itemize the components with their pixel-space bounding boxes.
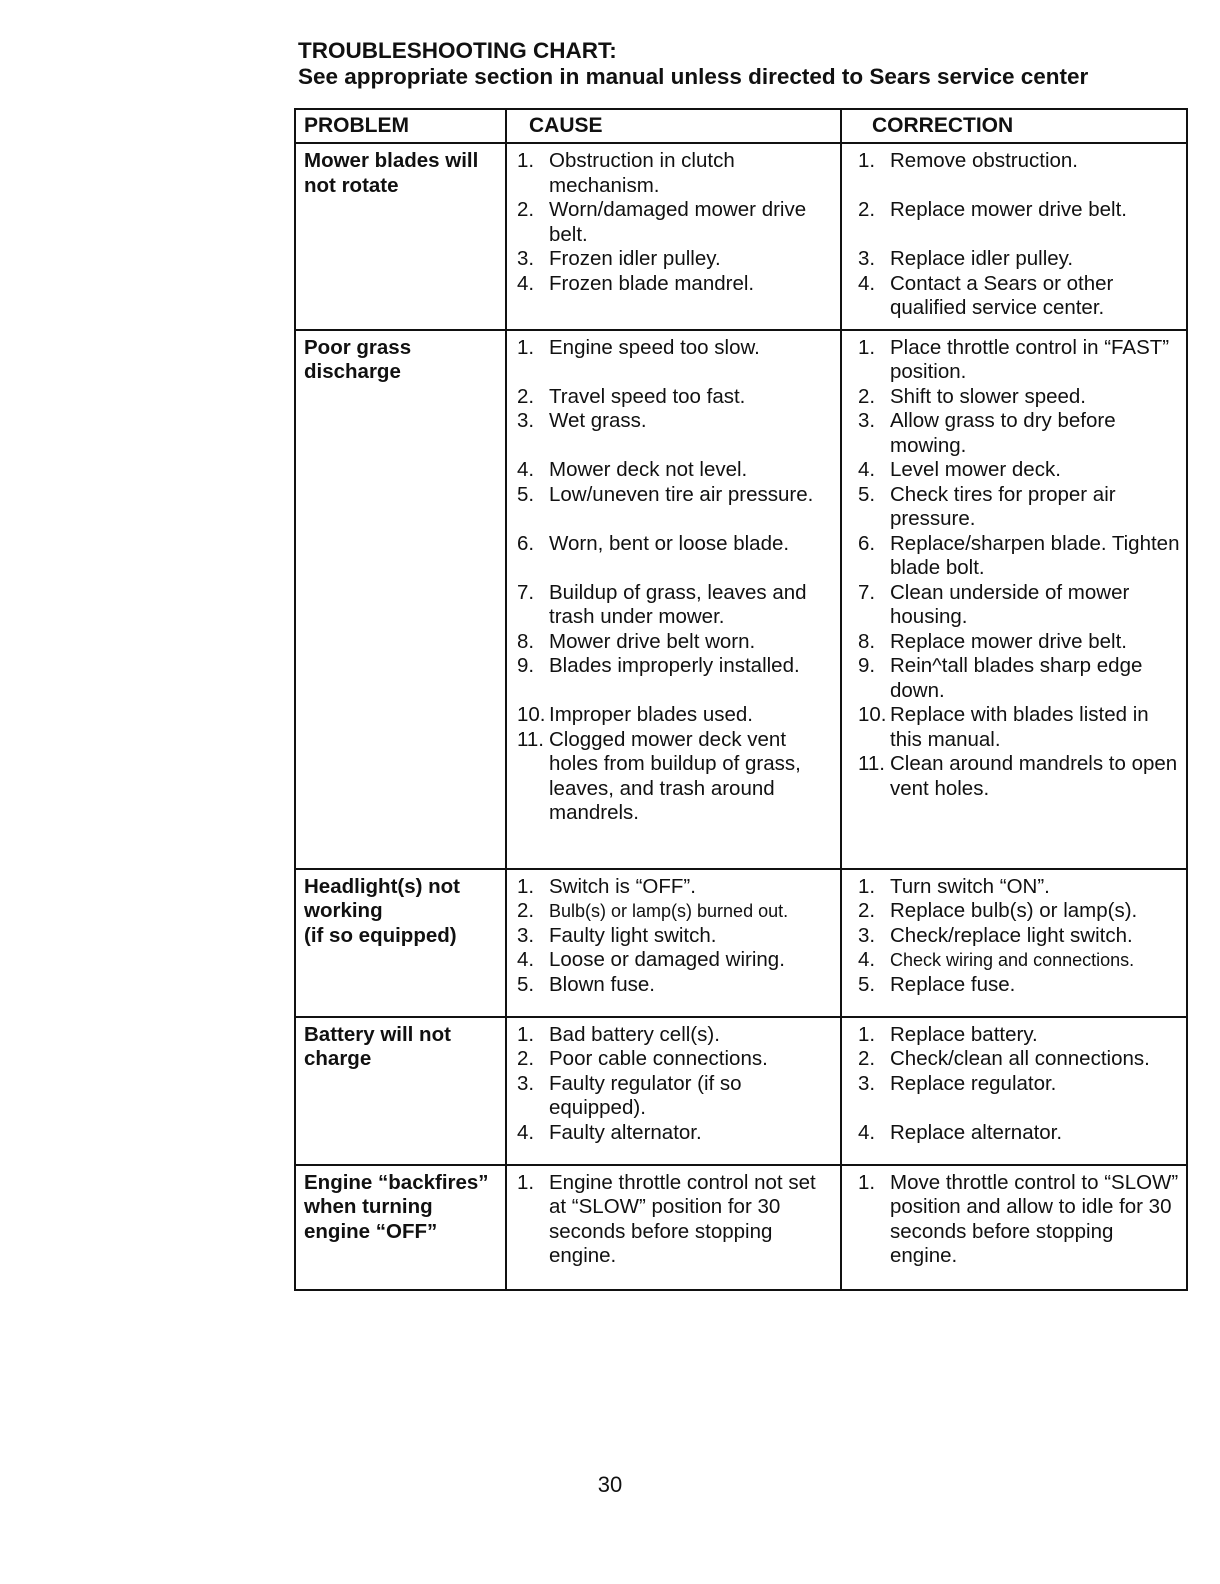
problem-line: Battery will not [304, 1022, 451, 1046]
problem-cell [295, 1017, 506, 1165]
problem-line: when turning [304, 1195, 433, 1218]
item-number: 2. [517, 899, 535, 922]
item-number: 4. [858, 1120, 876, 1144]
item-number: 3. [517, 923, 535, 947]
table-row [295, 1017, 1187, 1165]
list-item [856, 973, 1180, 998]
problem-line: Engine “backfires” [304, 1170, 489, 1194]
item-text: Faulty alternator. [549, 1120, 702, 1144]
item-number: 1. [517, 874, 535, 898]
item-text: Bad battery cell(s). [549, 1022, 720, 1046]
table-row [295, 1165, 1187, 1290]
item-number: 4. [517, 271, 535, 295]
list-item [515, 247, 834, 272]
item-number: 1. [858, 1022, 876, 1046]
cause-cell [506, 1165, 841, 1290]
list-item [856, 1023, 1180, 1048]
list-item [515, 924, 834, 949]
item-text: Place throttle control in “FAST” position. [890, 335, 1170, 383]
item-number: 2. [858, 384, 876, 408]
list-item [856, 483, 1180, 532]
item-text: Check/replace light switch. [890, 923, 1133, 947]
item-number: 4. [517, 948, 535, 971]
problem-line: Poor grass [304, 335, 412, 359]
item-number: 1. [858, 149, 876, 172]
list-item [515, 458, 834, 483]
list-item [856, 924, 1180, 949]
correction-cell [841, 1017, 1187, 1165]
item-number: 3. [517, 409, 535, 432]
item-text: Check tires for proper air pressure. [890, 482, 1116, 530]
list-item [856, 149, 1180, 174]
item-text: Rein^tall blades sharp edge down. [890, 654, 1143, 702]
item-number: 3. [858, 1071, 876, 1095]
list-item [856, 948, 1180, 973]
problem-line: charge [304, 1047, 372, 1070]
item-number: 7. [858, 580, 876, 604]
item-number: 3. [858, 247, 876, 270]
item-number: 5. [517, 972, 535, 996]
item-text: Remove obstruction. [890, 149, 1079, 172]
problem-cell [295, 1165, 506, 1290]
list-item [856, 532, 1180, 581]
list-item [515, 1023, 834, 1048]
list-item [515, 654, 834, 679]
item-text: Faulty light switch. [549, 923, 717, 947]
problem-line: Mower blades will [304, 149, 479, 172]
item-text: Mower deck not level. [549, 458, 748, 481]
list-item [856, 247, 1180, 272]
item-text: Replace with blades listed in this manual. [890, 703, 1149, 751]
item-number: 3. [858, 409, 876, 432]
item-text: Move throttle control to “SLOW” position and allow to idle for 30 seconds before stopping engine. [890, 1170, 1179, 1267]
item-text: Loose or damaged wiring. [549, 948, 785, 971]
item-number: 1. [858, 874, 876, 898]
problem-cell [295, 869, 506, 1017]
item-text: Obstruction in clutch mechanism. [549, 149, 735, 197]
item-text: Wet grass. [549, 409, 647, 432]
item-number: 6. [858, 531, 876, 555]
item-text: Worn, bent or loose blade. [549, 531, 790, 555]
item-text: Low/uneven tire air pressure. [549, 482, 814, 506]
list-item [515, 272, 834, 297]
item-number: 10. [858, 703, 887, 726]
item-number: 9. [858, 654, 876, 677]
list-item [856, 1072, 1180, 1097]
problem-line: not rotate [304, 173, 399, 197]
list-item [856, 336, 1180, 385]
item-number: 9. [517, 654, 535, 677]
problem-line: (if so equipped) [304, 923, 457, 947]
item-number: 2. [517, 198, 535, 221]
item-text: Improper blades used. [549, 703, 753, 726]
item-number: 8. [517, 629, 535, 653]
list-item [515, 875, 834, 900]
page-number: 30 [597, 1472, 623, 1497]
correction-cell [841, 330, 1187, 869]
problem-cell [295, 330, 506, 869]
cause-cell [506, 869, 841, 1017]
list-item [515, 899, 834, 924]
list-item [856, 899, 1180, 924]
item-text: Replace mower drive belt. [890, 629, 1127, 653]
list-item [856, 1047, 1180, 1072]
item-text: Frozen blade mandrel. [549, 271, 755, 295]
cause-cell [506, 330, 841, 869]
item-number: 5. [517, 482, 535, 506]
item-number: 1. [858, 335, 876, 359]
chart-title: TROUBLESHOOTING CHART: [298, 38, 617, 63]
item-number: 3. [858, 923, 876, 947]
item-text: Level mower deck. [890, 458, 1061, 481]
item-number: 1. [858, 1170, 876, 1194]
list-item [856, 630, 1180, 655]
item-text: Worn/damaged mower drive belt. [549, 198, 807, 246]
problem-line: working [304, 899, 383, 922]
item-number: 1. [517, 1170, 535, 1194]
item-number: 1. [517, 1022, 535, 1046]
item-text: Poor cable connections. [549, 1047, 768, 1070]
item-number: 3. [517, 1071, 535, 1095]
list-item [856, 654, 1180, 703]
item-text: Replace idler pulley. [890, 247, 1074, 270]
list-item [856, 458, 1180, 483]
item-number: 1. [517, 335, 535, 359]
item-number: 8. [858, 629, 876, 653]
list-item [856, 385, 1180, 410]
header-cause: CAUSE [506, 109, 841, 143]
list-item [515, 483, 834, 508]
item-text: Blades improperly installed. [549, 654, 800, 677]
problem-line: engine “OFF” [304, 1219, 438, 1243]
table-row [295, 869, 1187, 1017]
item-text: Replace mower drive belt. [890, 198, 1127, 221]
item-text: Replace alternator. [890, 1120, 1063, 1144]
item-text: Frozen idler pulley. [549, 247, 721, 270]
list-item [515, 1171, 834, 1269]
correction-cell [841, 869, 1187, 1017]
item-number: 4. [858, 948, 876, 971]
item-text: Engine throttle control not set at “SLOW” position for 30 seconds before stopping engine. [549, 1170, 816, 1267]
item-text: Engine speed too slow. [549, 335, 760, 359]
cause-cell [506, 143, 841, 330]
item-text: Turn switch “ON”. [890, 874, 1050, 898]
item-text: Check/clean all connections. [890, 1047, 1150, 1070]
item-number: 4. [858, 271, 876, 295]
list-item [515, 385, 834, 410]
item-text: Clogged mower deck vent holes from buildup of grass, leaves, and trash around mandrels. [549, 727, 801, 824]
list-item [515, 728, 834, 826]
list-item [856, 875, 1180, 900]
item-number: 2. [517, 384, 535, 408]
problem-cell [295, 143, 506, 330]
troubleshooting-table [294, 108, 1188, 1291]
header-problem: PROBLEM [295, 109, 506, 143]
item-text: Shift to slower speed. [890, 384, 1086, 408]
list-item [515, 703, 834, 728]
item-text: Mower drive belt worn. [549, 629, 756, 653]
table-row [295, 330, 1187, 869]
chart-heading [298, 38, 1198, 90]
table-header-row [295, 109, 1187, 143]
list-item [515, 336, 834, 361]
list-item [515, 149, 834, 198]
correction-cell [841, 143, 1187, 330]
chart-subtitle: See appropriate section in manual unless directed to Sears service center [298, 64, 1089, 89]
header-correction: CORRECTION [841, 109, 1187, 143]
item-text: Clean around mandrels to open vent holes. [890, 752, 1178, 800]
item-text: Switch is “OFF”. [549, 874, 696, 898]
item-text: Travel speed too fast. [549, 384, 746, 408]
list-item [515, 1072, 834, 1121]
item-text: Replace/sharpen blade. Tighten blade bolt. [890, 531, 1180, 579]
list-item [515, 198, 834, 247]
item-number: 2. [517, 1047, 535, 1070]
item-text: Replace regulator. [890, 1071, 1057, 1095]
item-text: Clean underside of mower housing. [890, 580, 1130, 628]
item-text: Check wiring and connections. [890, 950, 1135, 970]
list-item [856, 752, 1180, 801]
item-text: Replace battery. [890, 1022, 1038, 1046]
list-item [515, 1121, 834, 1146]
list-item [856, 703, 1180, 752]
item-text: Replace bulb(s) or lamp(s). [890, 899, 1138, 922]
item-number: 11. [517, 727, 544, 751]
list-item [515, 630, 834, 655]
item-number: 2. [858, 899, 876, 922]
item-text: Blown fuse. [549, 972, 655, 996]
list-item [856, 581, 1180, 630]
item-number: 3. [517, 247, 535, 270]
item-number: 4. [517, 458, 535, 481]
list-item [515, 973, 834, 998]
item-number: 5. [858, 972, 876, 996]
item-number: 1. [517, 149, 535, 172]
item-number: 5. [858, 482, 876, 506]
correction-cell [841, 1165, 1187, 1290]
item-number: 6. [517, 531, 535, 555]
list-item [856, 1171, 1180, 1269]
problem-line: discharge [304, 360, 401, 383]
problem-line: Headlight(s) not [304, 874, 461, 898]
item-number: 7. [517, 580, 535, 604]
item-text: Buildup of grass, leaves and trash under mower. [549, 580, 807, 628]
item-number: 2. [858, 198, 876, 221]
list-item [856, 198, 1180, 223]
item-number: 4. [517, 1120, 535, 1144]
item-text: Allow grass to dry before mowing. [890, 409, 1116, 457]
list-item [515, 532, 834, 557]
item-text: Contact a Sears or other qualified service center. [890, 271, 1114, 319]
list-item [515, 581, 834, 630]
list-item [856, 409, 1180, 458]
list-item [515, 1047, 834, 1072]
list-item [515, 409, 834, 434]
item-number: 4. [858, 458, 876, 481]
item-number: 2. [858, 1047, 876, 1070]
item-text: Faulty regulator (if so equipped). [549, 1071, 742, 1119]
item-number: 11. [858, 752, 885, 775]
list-item [515, 948, 834, 973]
item-text: Bulb(s) or lamp(s) burned out. [549, 901, 789, 921]
cause-cell [506, 1017, 841, 1165]
list-item [856, 1121, 1180, 1146]
item-text: Replace fuse. [890, 972, 1016, 996]
item-number: 10. [517, 703, 546, 726]
table-row [295, 143, 1187, 330]
list-item [856, 272, 1180, 321]
